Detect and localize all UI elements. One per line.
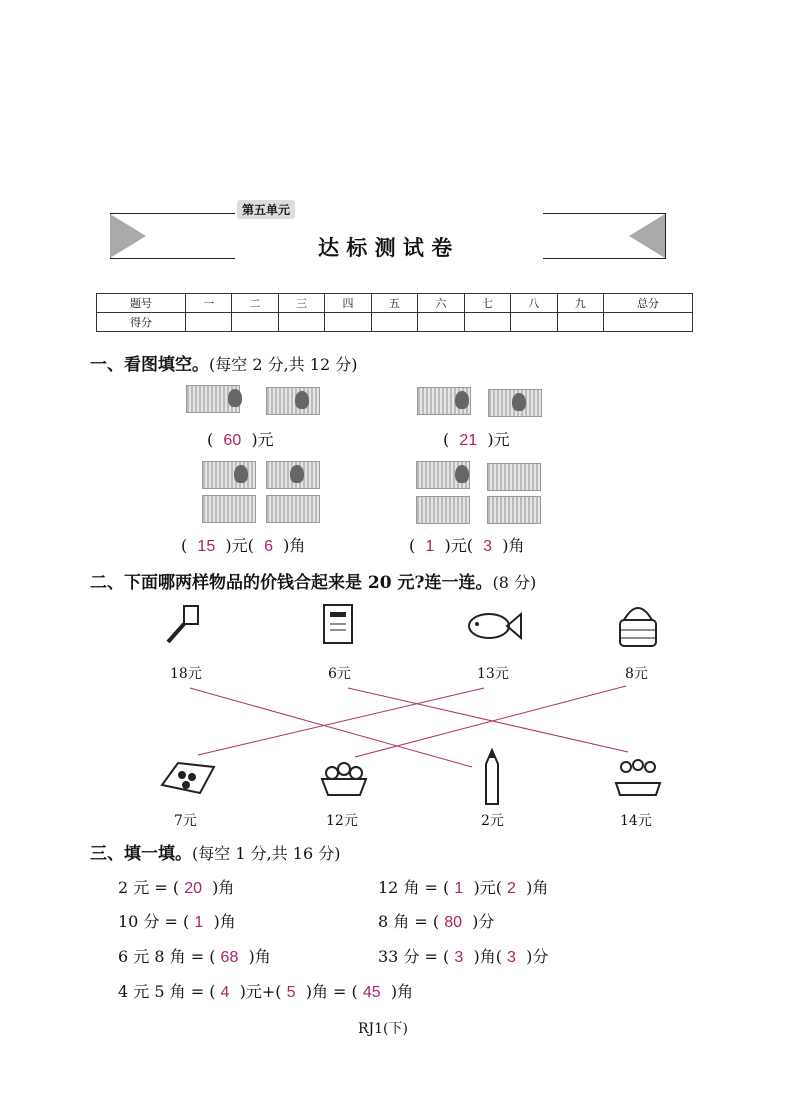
fill-row: 12 角 = ( 1 )元( 2 )角 — [378, 878, 549, 897]
price-top-3: 13元 — [477, 666, 509, 682]
cell: 八 — [511, 294, 557, 313]
answer-3: ( 15 )元( 6 )角 — [181, 536, 306, 555]
price-top-1: 18元 — [170, 666, 202, 682]
cell: 九 — [557, 294, 603, 313]
fill-row: 2 元 = ( 20 )角 — [118, 878, 235, 897]
answer-4: ( 1 )元( 3 )角 — [409, 536, 525, 555]
cell: 得分 — [97, 313, 186, 332]
cell: 六 — [418, 294, 464, 313]
price-bottom-4: 14元 — [620, 813, 652, 829]
answer-1: ( 60 )元 — [207, 430, 274, 449]
price-top-4: 8元 — [625, 666, 648, 682]
cell: 题号 — [97, 294, 186, 313]
cell: 二 — [232, 294, 278, 313]
flower-pot-icon — [612, 755, 664, 801]
cell: 一 — [186, 294, 232, 313]
price-bottom-2: 12元 — [326, 813, 358, 829]
fill-row: 33 分 = ( 3 )角( 3 )分 — [378, 947, 549, 966]
fill-row: 6 元 8 角 = ( 68 )角 — [118, 947, 271, 966]
price-top-2: 6元 — [328, 666, 351, 682]
chessboard-icon — [158, 755, 218, 801]
answer-2: ( 21 )元 — [443, 430, 510, 449]
page-footer: RJ1(下) — [358, 1021, 408, 1037]
cell: 三 — [278, 294, 324, 313]
fill-row: 4 元 5 角 = ( 4 )元+( 5 )角 = ( 45 )角 — [118, 982, 414, 1001]
apple-bowl-icon — [318, 755, 370, 801]
page-title: 达 标 测 试 卷 — [318, 235, 453, 260]
fill-row: 8 角 = ( 80 )分 — [378, 912, 495, 931]
fill-row: 10 分 = ( 1 )角 — [118, 912, 236, 931]
cell: 五 — [371, 294, 417, 313]
section3-title: 三、填一填。(每空 1 分,共 16 分) — [90, 844, 341, 864]
cell: 总分 — [603, 294, 692, 313]
section1-title: 一、看图填空。(每空 2 分,共 12 分) — [90, 355, 358, 375]
section2-title: 二、下面哪两样物品的价钱合起来是 20 元?连一连。(8 分) — [90, 573, 537, 593]
cell: 七 — [464, 294, 510, 313]
unit-label: 第五单元 — [237, 200, 295, 219]
pencil-icon — [482, 748, 502, 808]
cell: 四 — [325, 294, 371, 313]
price-bottom-3: 2元 — [481, 813, 504, 829]
price-bottom-1: 7元 — [174, 813, 197, 829]
